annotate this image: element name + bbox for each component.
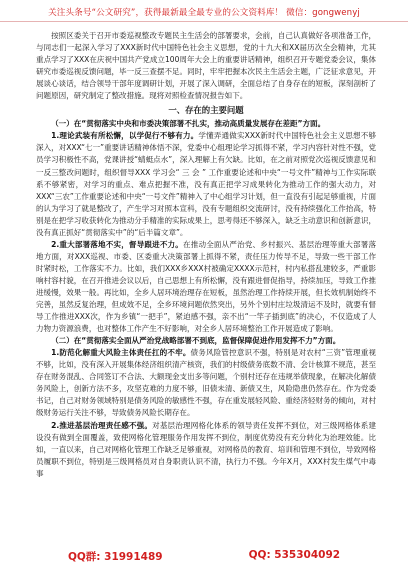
paragraph-lead: 2.推进基层治理责任感不强。	[51, 420, 153, 430]
paragraph-1-2	[36, 239, 376, 335]
footer-qq[interactable]: QQ: 535304092	[248, 549, 341, 561]
subsection-heading-1: （一）在“贯彻落实中央和市委决策部署不扎实，推动高质量发展存在差距”方面。	[51, 119, 326, 129]
paragraph-2-1	[36, 347, 376, 419]
paragraph-2-2	[36, 420, 376, 480]
paragraph-text: 学懂弄通做实XXX新时代中国特色社会主义思想不够深入，对XXX“七一”重要讲话精神体悟不深，党委中心组理论学习抓得不紧，学习内容针对性不强，党员学习积极性不高，党课讲授“蜻蜓点水”，深入理解上有欠缺。比如，在之前对照党次巡视反馈意见和一反三整改问题时，组织督导XXX 学习会“ 三 会 ” 工作重要论述和中央“一号文件”精神与工作实际联系不够紧密，对学习的重点、难点把握不准，没有真正把学习成果转化为推动工作的强大动力，对XXX“三农”工作重要论述和中央“一号文件”精神入了中心组学习计划，但一直没有引起足够重视，片面的认为学习了就是整改了，产生学习对照本宣科，没有专题组织交流研讨，没有持续强化工作抬高，特别是在把学习收获转化为推动分手精准的实际成果上，思考得还不够深入，缺乏主动意识和创新意识，没有真正抓好“贯彻落实中”的“后半篇文章”。	[36, 131, 376, 237]
paragraph-text: 对基层治理网格化体系的领导责任发挥不到位，对三级网格体系建设没有做到全面覆盖，致使网格化管理服务作用发挥不到位，制度优势没有充分转化为治理效能。比如，一直以来，自己对网格化管理工作缺乏足够重视，对网格员的教育、培训和管理不到位，导致网格员履职不到位，特别是三级网格员对自身职责认识不清，执行力不强。今年X月，XXX村发生煤气中毒事	[36, 420, 376, 478]
paragraph-text: 债务风险管控意识不强，特别是对农村“三资”管理重视不够，比如，没有深入开展集体经济组织清产核资，我们的村级债务底数不清、会计核算不规范，甚至存在财务混乱、合同签订不合法、大额现金支出多等问题，个别村还存在违规举债现象，在解决化解债务风险上，创新方法不多，攻坚克难的力度不够，旧债未清、新债又生，风险隐患仍然存在。作为党委书记，自己对财务领域特别是债务风险的敏感性不强，存在重发展轻风险、重经济轻财务的倾向，对村级财务运行关注不够，导致债务风险长期存在。	[36, 348, 376, 418]
section-heading: 一、存在的主要问题	[168, 105, 244, 116]
footer-contacts	[0, 549, 408, 564]
paragraph-lead: 2.重大部署落地不实，督导跟进不力。	[51, 239, 184, 249]
paragraph-text: 在推动全面从严治党、乡村振兴、基层治理等重大部署落地方面，对XXX巡视、市委、区委重大决策部署上抓得不紧，责任压力传导不足，导致一些干部工作时紧时松，工作落实不力。比如，我们XXX乡XXX村被确定XXXX示范村，村内私搭乱建较多，严重影响村容村貌，在召开推进会议以后，自己思想上有所松懈，没有跟进督促指导，持续加压，导致工作推进缓慢，效果一般。再比如，全乡人居环境治理存在短板，虽然治理工作持续开展，但长效机制始终不完善，虽然反复治理，但成效不足，全乡环境问题依然突出，另外个别村庄垃圾清运不及时，就要有督导工作推进XXX次，作为乡镇“一把手”，紧迫感不强，亲不出“一竿子插到底”的决心，不仅造成了人力物力资源浪费，也对整体工作产生不好影响，对全乡人居环境整治工作开展造成了影响。	[36, 239, 376, 334]
header-banner[interactable]: 关注头条号“公文研究”，获得最新最全最专业的公文资料库！ 微信：gongwenyj	[0, 6, 408, 22]
subsection-heading-2: （二）在“贯彻落实全面从严治党战略部署不到底，监督保障促进作用发挥不力”方面。	[51, 336, 341, 346]
paragraph-lead: 1.防范化解重大风险主体责任扛的不牢。	[51, 348, 191, 358]
document-body	[36, 30, 376, 480]
paragraph-1-1	[36, 130, 376, 238]
paragraph-lead: 1.理论武装有所松懈，以学促行不够有力。	[51, 131, 199, 141]
intro-paragraph: 按照区委关于召开市委巡视整改专题民主生活会的部署要求，会前，自己认真做好各项准备工作，与同志们一起深入学习了XXX新时代中国特色社会主义思想，党的十九大和XX届历次全会精神，尤其重点学习了XXX在庆祝中国共产党成立100周年大会上的重要讲话精神，组织召开专题党委会议，集体研究市委巡视反馈问题，毕一反三查摆不足。同时，牢牢把握本次民主生活会主题，广泛征求意见，开展谈心谈话，结合领导干部年度调研计划，开展了深入调研，全面总结了自身存在的短板，深刻剖析了问题原因，研究制定了整改措施。现将对照检查情况报告如下。	[36, 31, 376, 101]
footer-qq-group[interactable]: QQ群: 31991489	[67, 551, 163, 563]
